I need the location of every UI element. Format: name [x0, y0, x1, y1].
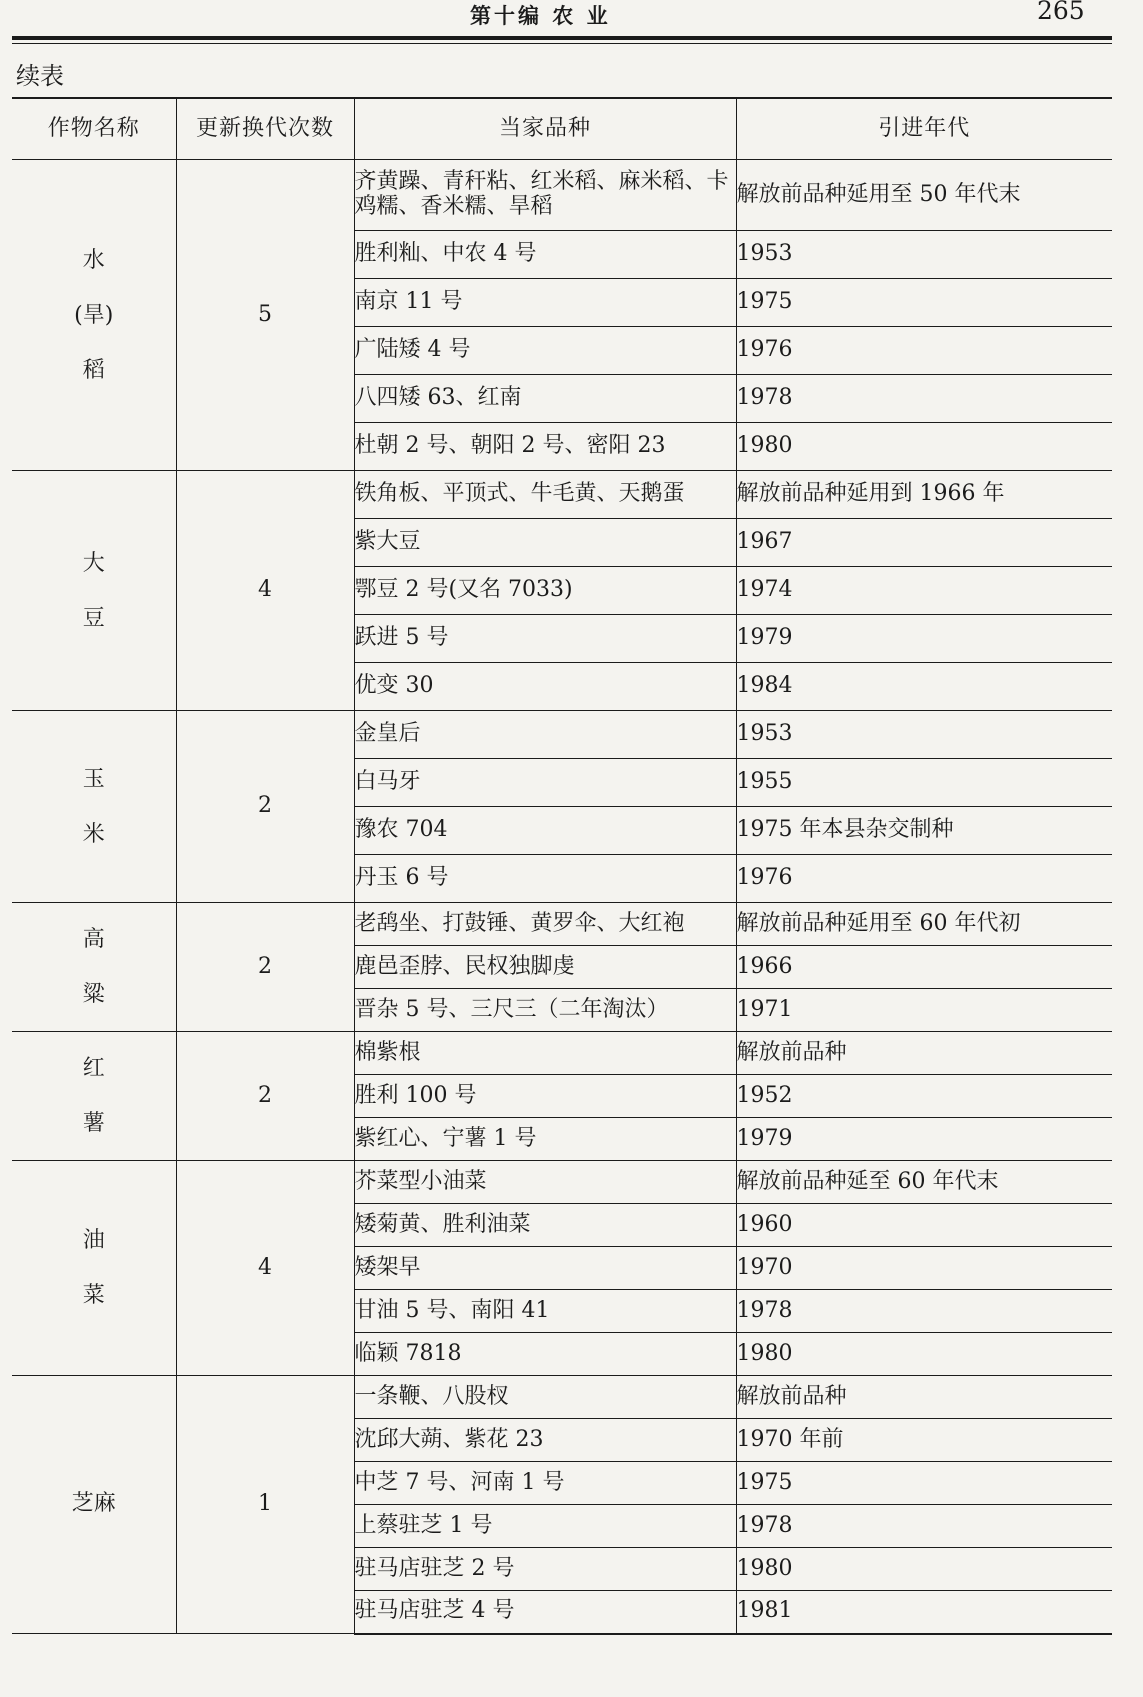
variety-cell: 驻马店驻芝 4 号 [354, 1591, 736, 1634]
variety-cell: 豫农 704 [354, 807, 736, 855]
variety-cell: 齐黄躁、青秆粘、红米稻、麻米稻、卡鸡糯、香米糯、旱稻 [354, 160, 736, 231]
year-cell: 1970 年前 [736, 1419, 1112, 1462]
header-rule-thin [12, 43, 1112, 44]
table-row [12, 1161, 1112, 1204]
year-cell: 1955 [736, 759, 1112, 807]
year-cell: 1970 [736, 1247, 1112, 1290]
crop-cell-corn [12, 711, 176, 903]
page-number: 265 [1037, 0, 1085, 25]
table-row [12, 903, 1112, 946]
variety-cell: 优变 30 [354, 663, 736, 711]
year-cell: 解放前品种 [736, 1376, 1112, 1419]
year-cell: 1975 年本县杂交制种 [736, 807, 1112, 855]
crop-name: 水 (旱) 稻 [74, 247, 114, 383]
variety-cell: 紫大豆 [354, 519, 736, 567]
year-cell: 1974 [736, 567, 1112, 615]
variety-cell: 矮菊黄、胜利油菜 [354, 1204, 736, 1247]
year-cell: 1978 [736, 1290, 1112, 1333]
crop-cell-soybean [12, 471, 176, 711]
variety-cell: 鹿邑歪脖、民权独脚虔 [354, 946, 736, 989]
variety-cell: 金皇后 [354, 711, 736, 759]
year-cell: 1979 [736, 615, 1112, 663]
header-rule [12, 36, 1112, 40]
variety-cell: 紫红心、宁薯 1 号 [354, 1118, 736, 1161]
times-cell: 2 [176, 711, 354, 903]
running-title: 第十编 农 业 [470, 3, 611, 28]
year-cell: 1981 [736, 1591, 1112, 1634]
variety-cell: 临颖 7818 [354, 1333, 736, 1376]
table-row [12, 711, 1112, 759]
variety-cell: 晋杂 5 号、三尺三（二年淘汰） [354, 989, 736, 1032]
column-header-variety: 当家品种 [354, 98, 736, 160]
table-caption: 续表 [16, 62, 64, 90]
times-cell: 5 [176, 160, 354, 471]
crop-name: 玉 米 [82, 766, 105, 847]
variety-cell: 一条鞭、八股杈 [354, 1376, 736, 1419]
crop-name: 红 薯 [82, 1056, 105, 1136]
year-cell: 1980 [736, 1548, 1112, 1591]
crop-name: 油 菜 [82, 1228, 105, 1308]
crop-cell-rapeseed [12, 1161, 176, 1376]
year-cell: 1980 [736, 1333, 1112, 1376]
year-cell: 解放前品种延至 60 年代末 [736, 1161, 1112, 1204]
year-cell: 解放前品种 [736, 1032, 1112, 1075]
crop-cell-sweet-potato [12, 1032, 176, 1161]
variety-cell: 八四矮 63、红南 [354, 375, 736, 423]
column-header-year: 引进年代 [736, 98, 1112, 160]
table-row [12, 471, 1112, 519]
variety-cell: 白马牙 [354, 759, 736, 807]
column-header-times: 更新换代次数 [176, 98, 354, 160]
year-cell: 解放前品种延用至 50 年代末 [736, 160, 1112, 231]
year-cell: 1975 [736, 279, 1112, 327]
variety-cell: 鄂豆 2 号(又名 7033) [354, 567, 736, 615]
crop-cell-sorghum [12, 903, 176, 1032]
variety-cell: 丹玉 6 号 [354, 855, 736, 903]
times-cell: 4 [176, 1161, 354, 1376]
variety-cell: 杜朝 2 号、朝阳 2 号、密阳 23 [354, 423, 736, 471]
variety-cell: 甘油 5 号、南阳 41 [354, 1290, 736, 1333]
year-cell: 1971 [736, 989, 1112, 1032]
crop-name: 大 豆 [82, 550, 105, 631]
year-cell: 1978 [736, 1505, 1112, 1548]
crop-name: 高 粱 [82, 927, 105, 1007]
variety-cell: 驻马店驻芝 2 号 [354, 1548, 736, 1591]
variety-cell: 沈邱大蒴、紫花 23 [354, 1419, 736, 1462]
year-cell: 1960 [736, 1204, 1112, 1247]
variety-cell: 老鸹坐、打鼓锤、黄罗伞、大红袍 [354, 903, 736, 946]
year-cell: 1979 [736, 1118, 1112, 1161]
variety-cell: 铁角板、平顶式、牛毛黄、天鹅蛋 [354, 471, 736, 519]
year-cell: 1975 [736, 1462, 1112, 1505]
year-cell: 1976 [736, 855, 1112, 903]
year-cell: 1966 [736, 946, 1112, 989]
year-cell: 解放前品种延用到 1966 年 [736, 471, 1112, 519]
times-cell: 2 [176, 903, 354, 1032]
column-header-crop: 作物名称 [12, 98, 176, 160]
year-cell: 1978 [736, 375, 1112, 423]
variety-cell: 南京 11 号 [354, 279, 736, 327]
year-cell: 1952 [736, 1075, 1112, 1118]
times-cell: 4 [176, 471, 354, 711]
variety-cell: 上蔡驻芝 1 号 [354, 1505, 736, 1548]
variety-cell: 芥菜型小油菜 [354, 1161, 736, 1204]
crop-variety-table [12, 97, 1112, 1635]
table-row [12, 160, 1112, 231]
table-row [12, 1032, 1112, 1075]
variety-cell: 胜利籼、中农 4 号 [354, 231, 736, 279]
year-cell: 解放前品种延用至 60 年代初 [736, 903, 1112, 946]
times-cell: 1 [176, 1376, 354, 1634]
crop-cell-sesame [12, 1376, 176, 1634]
year-cell: 1976 [736, 327, 1112, 375]
variety-cell: 胜利 100 号 [354, 1075, 736, 1118]
variety-cell: 中芝 7 号、河南 1 号 [354, 1462, 736, 1505]
variety-cell: 棉紫根 [354, 1032, 736, 1075]
year-cell: 1967 [736, 519, 1112, 567]
table-header-row [12, 98, 1112, 160]
table-row [12, 1376, 1112, 1419]
year-cell: 1984 [736, 663, 1112, 711]
crop-cell-rice [12, 160, 176, 471]
variety-cell: 跃进 5 号 [354, 615, 736, 663]
year-cell: 1953 [736, 231, 1112, 279]
year-cell: 1953 [736, 711, 1112, 759]
variety-cell: 矮架早 [354, 1247, 736, 1290]
times-cell: 2 [176, 1032, 354, 1161]
crop-name: 芝麻 [71, 1491, 116, 1517]
year-cell: 1980 [736, 423, 1112, 471]
variety-cell: 广陆矮 4 号 [354, 327, 736, 375]
